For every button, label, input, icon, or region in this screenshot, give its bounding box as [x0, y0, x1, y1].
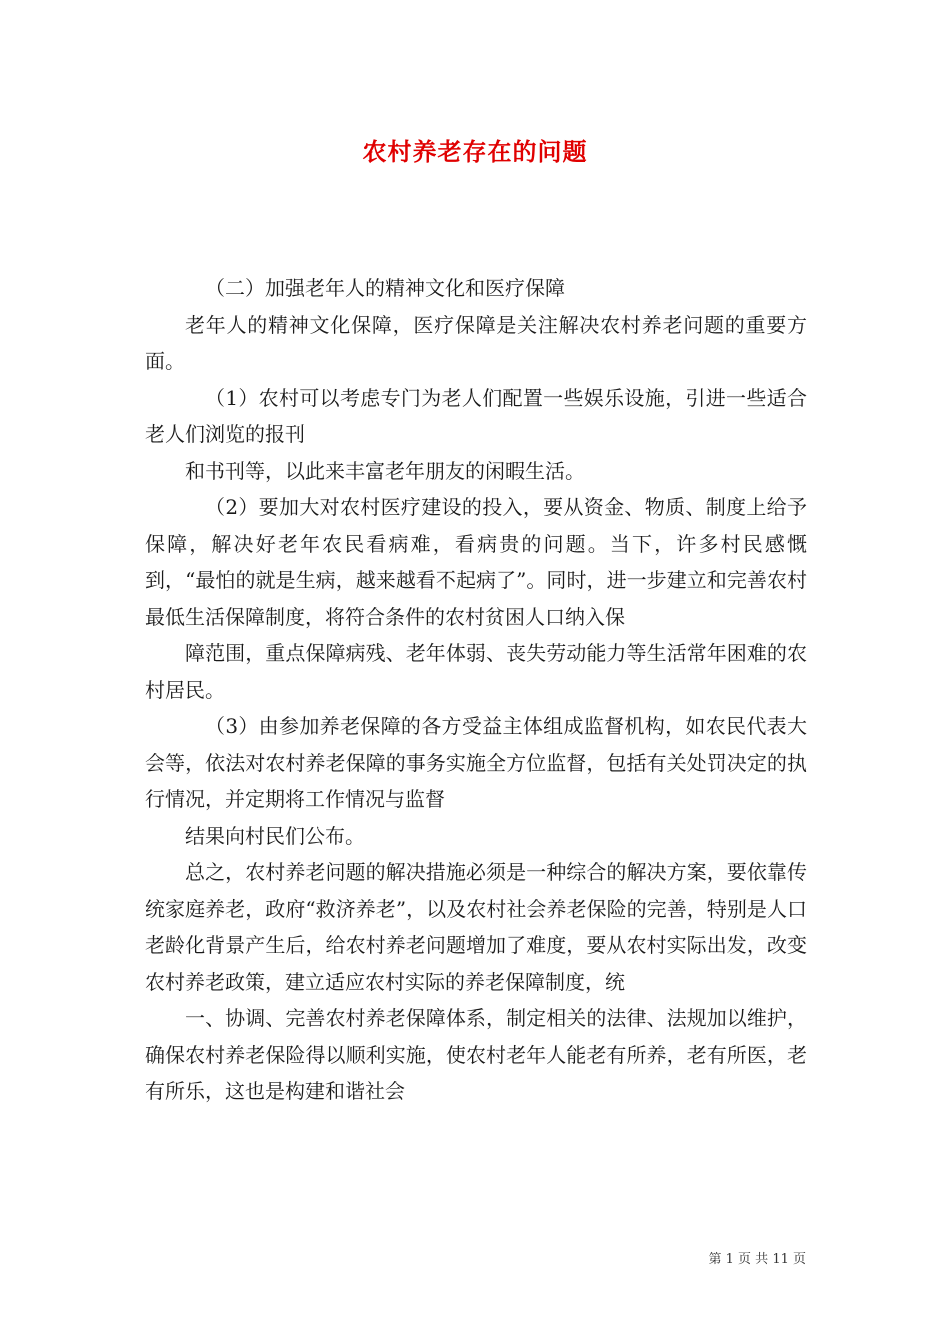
paragraph-heading: （二）加强老年人的精神文化和医疗保障	[205, 276, 565, 300]
document-body	[145, 270, 807, 1110]
paragraph: 和书刊等，以此来丰富老年朋友的闲暇生活。	[185, 458, 585, 483]
paragraph: 结果向村民们公布。	[185, 823, 365, 848]
paragraph: 总之，农村养老问题的解决措施必须是一种综合的解决方案，要依靠传统家庭养老，政府“救济养老”，以及农村社会养老保险的完善，特别是人口老龄化背景产生后，给农村养老问题增加了难度，要从农村实际出发，改变农村养老政策，建立适应农村实际的养老保障制度，统	[145, 860, 807, 994]
paragraph: 障范围，重点保障病残、老年体弱、丧失劳动能力等生活常年困难的农村居民。	[145, 641, 807, 702]
paragraph: 一、协调、完善农村养老保障体系，制定相关的法律、法规加以维护，确保农村养老保险得以顺利实施，使农村老年人能老有所养，老有所医，老有所乐，这也是构建和谐社会	[145, 1006, 807, 1103]
paragraph: （3）由参加养老保障的各方受益主体组成监督机构，如农民代表大会等，依法对农村养老保障的事务实施全方位监督，包括有关处罚决定的执行情况，并定期将工作情况与监督	[145, 714, 807, 811]
paragraph: （2）要加大对农村医疗建设的投入，要从资金、物质、制度上给予保障，解决好老年农民看病难，看病贵的问题。当下，许多村民感慨到，“最怕的就是生病，越来越看不起病了”。同时，进一步建立和完善农村最低生活保障制度，将符合条件的农村贫困人口纳入保	[145, 495, 807, 629]
document-title: 农村养老存在的问题	[362, 137, 588, 166]
paragraph: 老年人的精神文化保障，医疗保障是关注解决农村养老问题的重要方面。	[145, 312, 807, 373]
paragraph: （1）农村可以考虑专门为老人们配置一些娱乐设施，引进一些适合老人们浏览的报刊	[145, 385, 807, 446]
page-number-footer: 第 1 页 共 11 页	[708, 1252, 806, 1267]
